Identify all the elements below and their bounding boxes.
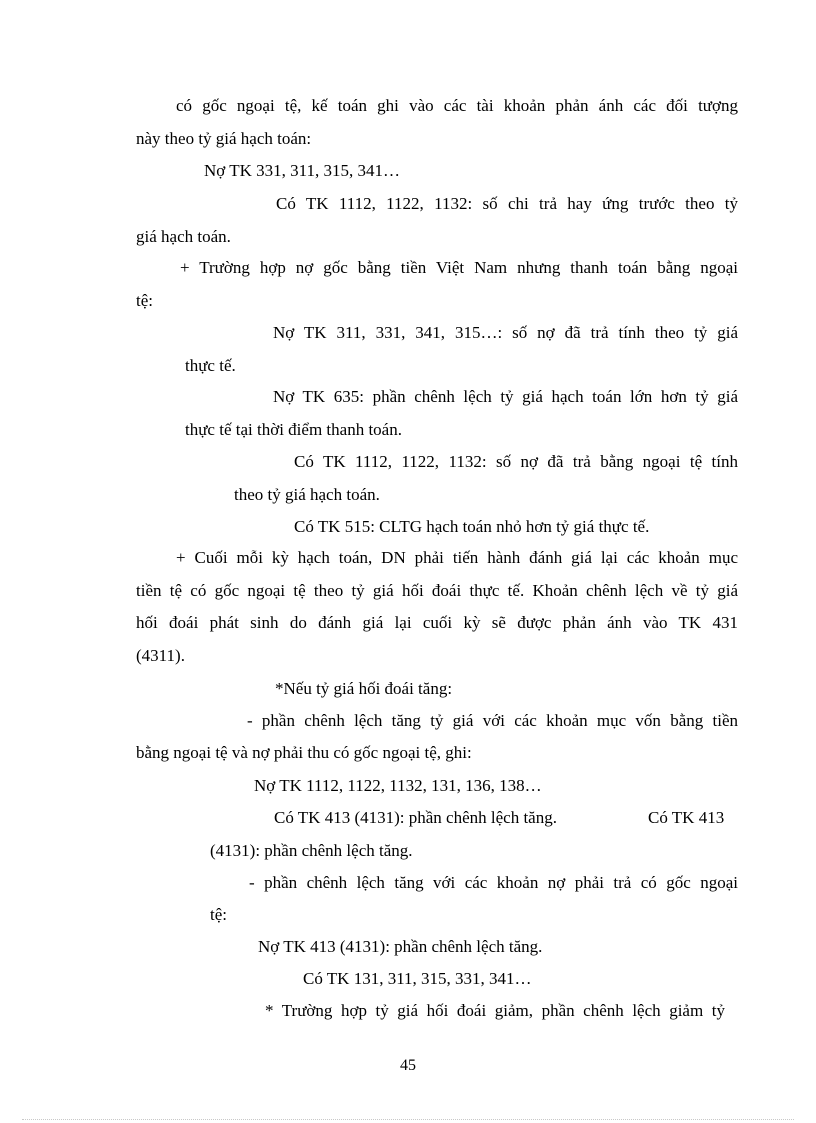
text-line: có gốc ngoại tệ, kế toán ghi vào các tài khoản phản ánh các đối tượng: [176, 96, 738, 115]
text-line: bằng ngoại tệ và nợ phải thu có gốc ngoại tệ, ghi:: [136, 743, 472, 762]
text-line: - phần chênh lệch tăng với các khoản nợ phải trả có gốc ngoại: [249, 873, 738, 892]
text-line: Có TK 413: [648, 808, 725, 827]
text-line: (4311).: [136, 646, 185, 665]
text-line: Nợ TK 311, 331, 341, 315…: số nợ đã trả tính theo tỷ giá: [273, 323, 738, 342]
text-line: này theo tỷ giá hạch toán:: [136, 129, 312, 148]
text-line: (4131): phần chênh lệch tăng.: [210, 841, 413, 860]
page-number: 45: [400, 1057, 416, 1074]
text-line: tệ:: [210, 905, 227, 924]
text-line: Nợ TK 331, 311, 315, 341…: [204, 161, 400, 180]
text-line: Có TK 413 (4131): phần chênh lệch tăng.: [274, 808, 557, 827]
text-line: * Trường hợp tỷ giá hối đoái giảm, phần chênh lệch giảm tỷ: [265, 1001, 725, 1020]
text-line: Nợ TK 635: phần chênh lệch tỷ giá hạch toán lớn hơn tỷ giá: [273, 387, 738, 406]
text-line: theo tỷ giá hạch toán.: [234, 485, 380, 504]
text-line: Nợ TK 1112, 1122, 1132, 131, 136, 138…: [254, 776, 542, 795]
text-line: Nợ TK 413 (4131): phần chênh lệch tăng.: [258, 937, 543, 956]
text-line: Có TK 515: CLTG hạch toán nhỏ hơn tỷ giá thực tế.: [294, 517, 650, 536]
text-line: Có TK 1112, 1122, 1132: số nợ đã trả bằng ngoại tệ tính: [294, 452, 738, 471]
text-line: + Cuối mỗi kỳ hạch toán, DN phải tiến hành đánh giá lại các khoản mục: [176, 548, 738, 567]
text-line: *Nếu tỷ giá hối đoái tăng:: [275, 679, 453, 698]
text-line: thực tế tại thời điểm thanh toán.: [185, 420, 402, 439]
text-line: tệ:: [136, 291, 153, 310]
text-line: tiền tệ có gốc ngoại tệ theo tỷ giá hối đoái thực tế. Khoản chênh lệch về tỷ giá: [136, 581, 738, 600]
page-bottom-divider: [22, 1119, 794, 1120]
text-line: hối đoái phát sinh do đánh giá lại cuối kỳ sẽ được phản ánh vào TK 431: [136, 613, 738, 632]
text-line: Có TK 1112, 1122, 1132: số chi trả hay ứng trước theo tỷ: [276, 194, 738, 213]
text-line: thực tế.: [185, 356, 236, 375]
text-line: + Trường hợp nợ gốc bằng tiền Việt Nam nhưng thanh toán bằng ngoại: [180, 258, 738, 277]
text-line: - phần chênh lệch tăng tỷ giá với các khoản mục vốn bằng tiền: [247, 711, 738, 730]
text-line: Có TK 131, 311, 315, 331, 341…: [303, 969, 532, 988]
text-line: giá hạch toán.: [136, 227, 231, 246]
